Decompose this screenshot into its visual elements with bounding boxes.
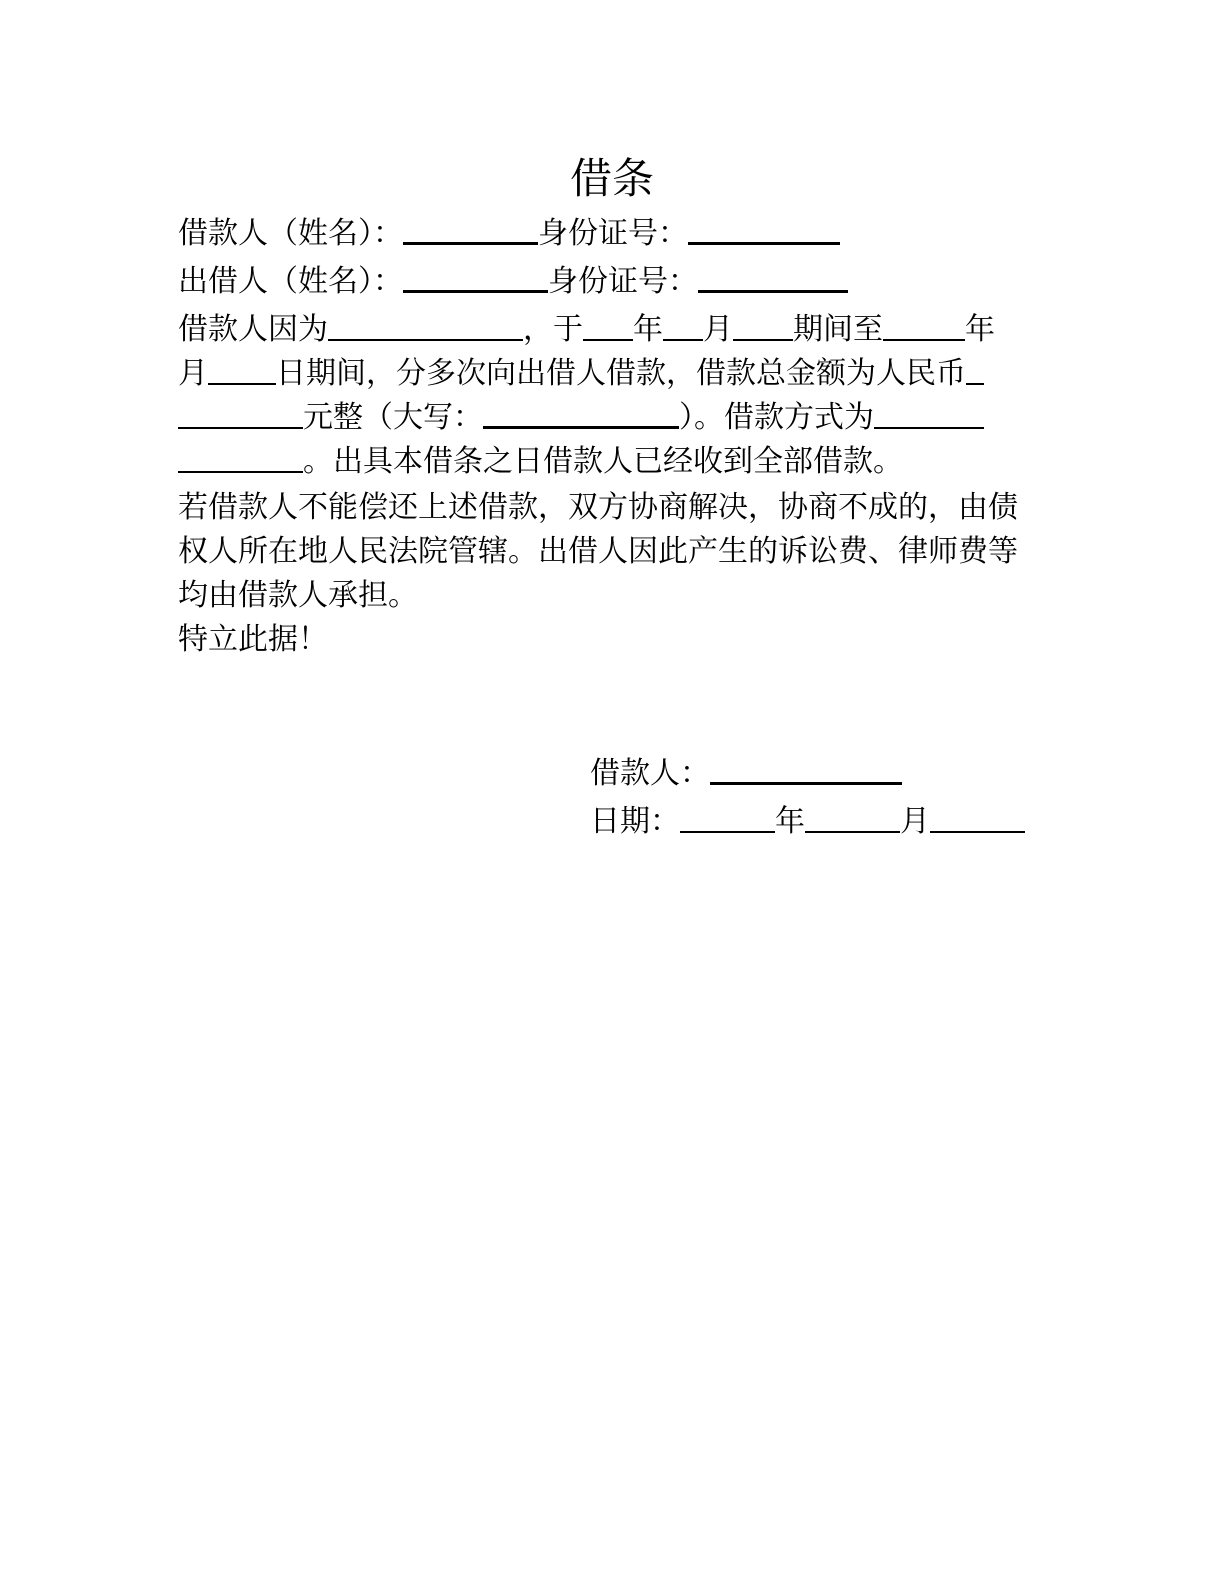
signature-borrower-line bbox=[590, 752, 1050, 796]
signature-day-blank[interactable] bbox=[930, 801, 1025, 833]
loan-method-label: ）。借款方式为 bbox=[679, 400, 874, 435]
lender-name-label: 出借人（姓名）： bbox=[178, 264, 403, 299]
amount-blank-a[interactable] bbox=[966, 353, 984, 385]
signature-month-blank[interactable] bbox=[805, 801, 900, 833]
reason-label: 借款人因为 bbox=[178, 312, 328, 347]
lender-id-blank[interactable] bbox=[698, 260, 848, 293]
lender-name-blank[interactable] bbox=[403, 260, 548, 293]
closing-text: 特立此据！ bbox=[178, 622, 328, 657]
year-label: 年 bbox=[633, 312, 663, 347]
start-year-blank[interactable] bbox=[583, 309, 633, 341]
period-to-label: 期间至 bbox=[793, 312, 883, 347]
loan-method-blank-b[interactable] bbox=[178, 441, 303, 473]
body-line-1 bbox=[178, 308, 1038, 352]
signature-year-blank[interactable] bbox=[680, 801, 775, 833]
start-month-blank[interactable] bbox=[663, 309, 703, 341]
amount-blank-b[interactable] bbox=[178, 397, 303, 429]
document-title: 借条 bbox=[569, 154, 654, 203]
start-day-blank[interactable] bbox=[733, 309, 793, 341]
lender-id-label: 身份证号： bbox=[548, 264, 698, 299]
month-label-2: 月 bbox=[178, 356, 208, 391]
loan-method-blank-a[interactable] bbox=[874, 397, 984, 429]
month-label: 月 bbox=[703, 312, 733, 347]
lender-line bbox=[178, 260, 1038, 304]
signature-date-label: 日期： bbox=[590, 804, 680, 839]
borrower-id-blank[interactable] bbox=[688, 212, 840, 245]
signature-borrower-blank[interactable] bbox=[710, 752, 902, 785]
signature-year-label: 年 bbox=[775, 804, 805, 839]
body-line-3 bbox=[178, 396, 1038, 440]
signature-borrower-label: 借款人： bbox=[590, 756, 710, 791]
dispute-paragraph: 若借款人不能偿还上述借款，双方协商解决，协商不成的，由债权人所在地人民法院管辖。出借人因此产生的诉讼费、律师费等均由借款人承担。 bbox=[178, 490, 1018, 613]
loan-total-text: 日期间，分多次向出借人借款，借款总金额为人民币 bbox=[276, 356, 966, 391]
borrower-name-label: 借款人（姓名）： bbox=[178, 216, 403, 251]
received-text: 。出具本借条之日借款人已经收到全部借款。 bbox=[303, 444, 903, 479]
date-prefix: ，于 bbox=[523, 312, 583, 347]
end-month-blank[interactable] bbox=[208, 353, 276, 385]
reason-blank[interactable] bbox=[328, 309, 523, 341]
amount-caps-blank[interactable] bbox=[483, 396, 679, 429]
end-year-blank[interactable] bbox=[883, 309, 965, 341]
signature-date-line bbox=[590, 800, 1050, 844]
borrower-name-blank[interactable] bbox=[403, 212, 538, 245]
borrower-line bbox=[178, 212, 1038, 256]
body-line-2 bbox=[178, 352, 1038, 396]
amount-caps-label: 元整（大写： bbox=[303, 400, 483, 435]
year-label-2: 年 bbox=[965, 312, 995, 347]
borrower-id-label: 身份证号： bbox=[538, 216, 688, 251]
signature-month-label: 月 bbox=[900, 804, 930, 839]
body-line-4 bbox=[178, 440, 1038, 484]
